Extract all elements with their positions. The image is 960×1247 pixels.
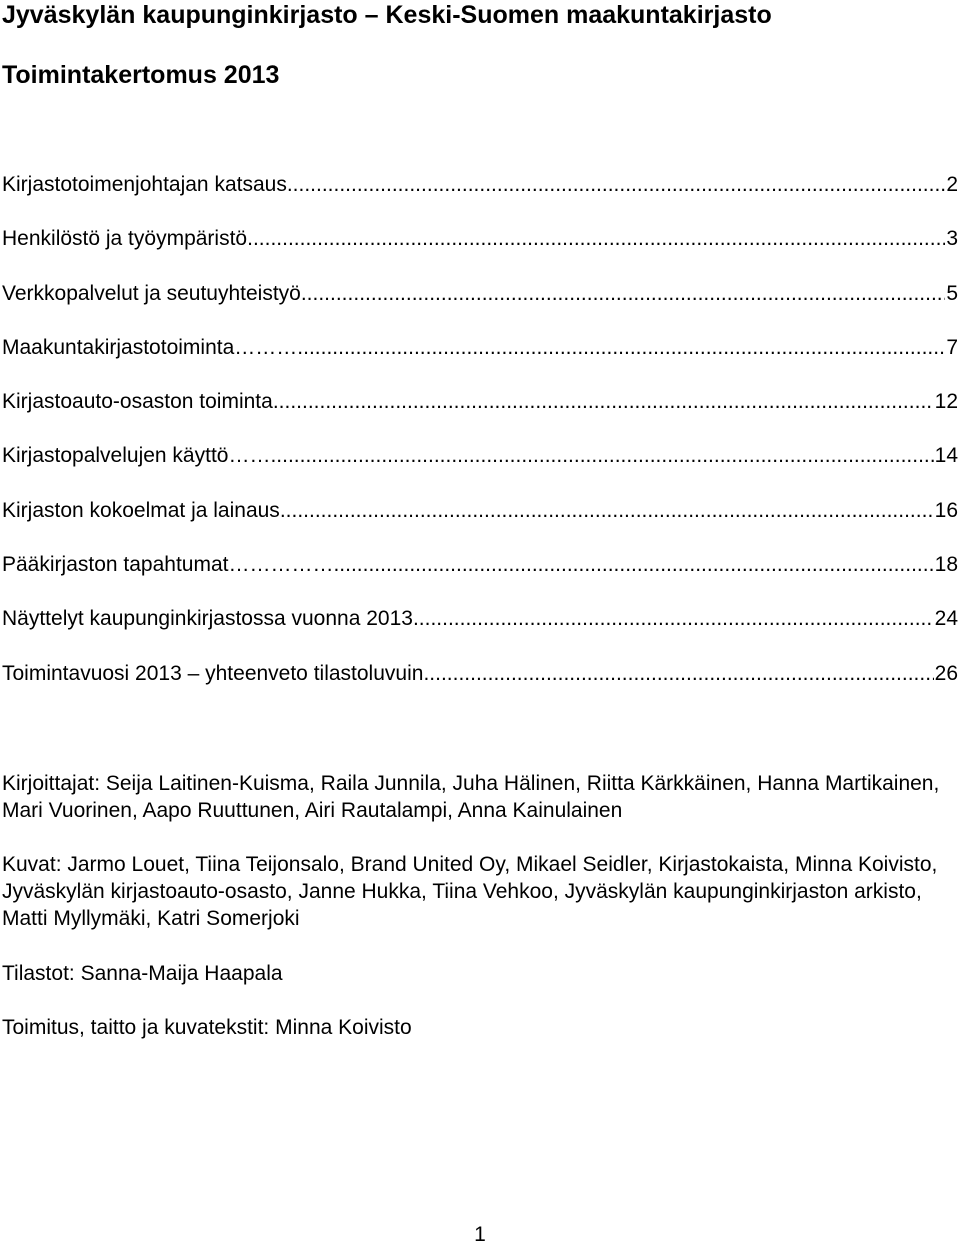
toc-entry-page: 7: [946, 335, 958, 359]
toc-entry-label: Kirjastoauto-osaston toiminta: [2, 390, 273, 414]
toc-entry-page: 24: [934, 607, 958, 631]
toc-entry-page: 16: [934, 498, 958, 522]
toc-entry-label: Verkkopalvelut ja seutuyhteistyö: [2, 281, 301, 305]
toc-dot-leader: [297, 333, 945, 363]
table-of-contents: [2, 170, 958, 713]
toc-entry-label: Henkilöstö ja työympäristö: [2, 227, 248, 251]
document-title: Jyväskylän kaupunginkirjasto – Keski-Suomen maakuntakirjasto: [2, 1, 772, 29]
toc-entry-label: Kirjastopalvelujen käyttö……: [2, 444, 271, 468]
toc-entry-page: 12: [934, 390, 958, 414]
toc-entry-page: 18: [934, 553, 958, 577]
toc-entry[interactable]: [2, 279, 958, 309]
toc-entry-label: Toimintavuosi 2013 – yhteenveto tilastoluvuin: [2, 661, 424, 685]
toc-entry[interactable]: [2, 496, 958, 526]
toc-dot-leader: [301, 279, 945, 309]
credits-photos: [2, 851, 952, 932]
page-number: 1: [474, 1223, 486, 1246]
toc-entry-page: 26: [934, 661, 958, 685]
toc-entry[interactable]: [2, 604, 958, 634]
toc-entry-label: Pääkirjaston tapahtumat……………: [2, 553, 334, 577]
toc-dot-leader: [423, 659, 933, 689]
toc-dot-leader: [280, 496, 934, 526]
toc-entry-page: 5: [946, 281, 958, 305]
toc-dot-leader: [270, 441, 933, 471]
toc-entry[interactable]: [2, 170, 958, 200]
toc-entry[interactable]: [2, 441, 958, 471]
toc-dot-leader: [413, 604, 934, 634]
photos-text: Kuvat: Jarmo Louet, Tiina Teijonsalo, Brand United Oy, Mikael Seidler, Kirjastokaista, Minna Koivisto, Jyväskylän kirjastoauto-osasto, Janne Hukka, Tiina Vehkoo, Jyväskylän kaupunginkirjaston arkisto, Matti Myllymäki, Katri Somerjoki: [2, 853, 938, 930]
toc-dot-leader: [273, 387, 934, 417]
statistics-text: Tilastot: Sanna-Maija Haapala: [2, 962, 283, 985]
document-subtitle: Toimintakertomus 2013: [2, 61, 280, 89]
toc-entry[interactable]: [2, 387, 958, 417]
credits-statistics: [2, 960, 952, 987]
toc-entry[interactable]: [2, 224, 958, 254]
toc-entry[interactable]: [2, 333, 958, 363]
toc-dot-leader: [247, 224, 945, 254]
editing-text: Toimitus, taitto ja kuvatekstit: Minna Koivisto: [2, 1016, 412, 1039]
credits-authors: [2, 770, 952, 824]
toc-entry-page: 3: [946, 227, 958, 251]
toc-dot-leader: [287, 170, 945, 200]
toc-entry-label: Maakuntakirjastotoiminta………: [2, 335, 298, 359]
toc-dot-leader: [333, 550, 933, 580]
credits-editing: [2, 1014, 952, 1041]
authors-text: Kirjoittajat: Seija Laitinen-Kuisma, Raila Junnila, Juha Hälinen, Riitta Kärkkäinen, Hanna Martikainen, Mari Vuorinen, Aapo Ruuttunen, Airi Rautalampi, Anna Kainulainen: [2, 772, 940, 822]
toc-entry-label: Kirjastotoimenjohtajan katsaus: [2, 173, 287, 196]
toc-entry-page: 2: [946, 173, 958, 196]
toc-entry[interactable]: [2, 550, 958, 580]
toc-entry[interactable]: [2, 659, 958, 689]
toc-entry-page: 14: [934, 444, 958, 468]
toc-entry-label: Näyttelyt kaupunginkirjastossa vuonna 2013: [2, 607, 413, 631]
toc-entry-label: Kirjaston kokoelmat ja lainaus: [2, 498, 280, 522]
